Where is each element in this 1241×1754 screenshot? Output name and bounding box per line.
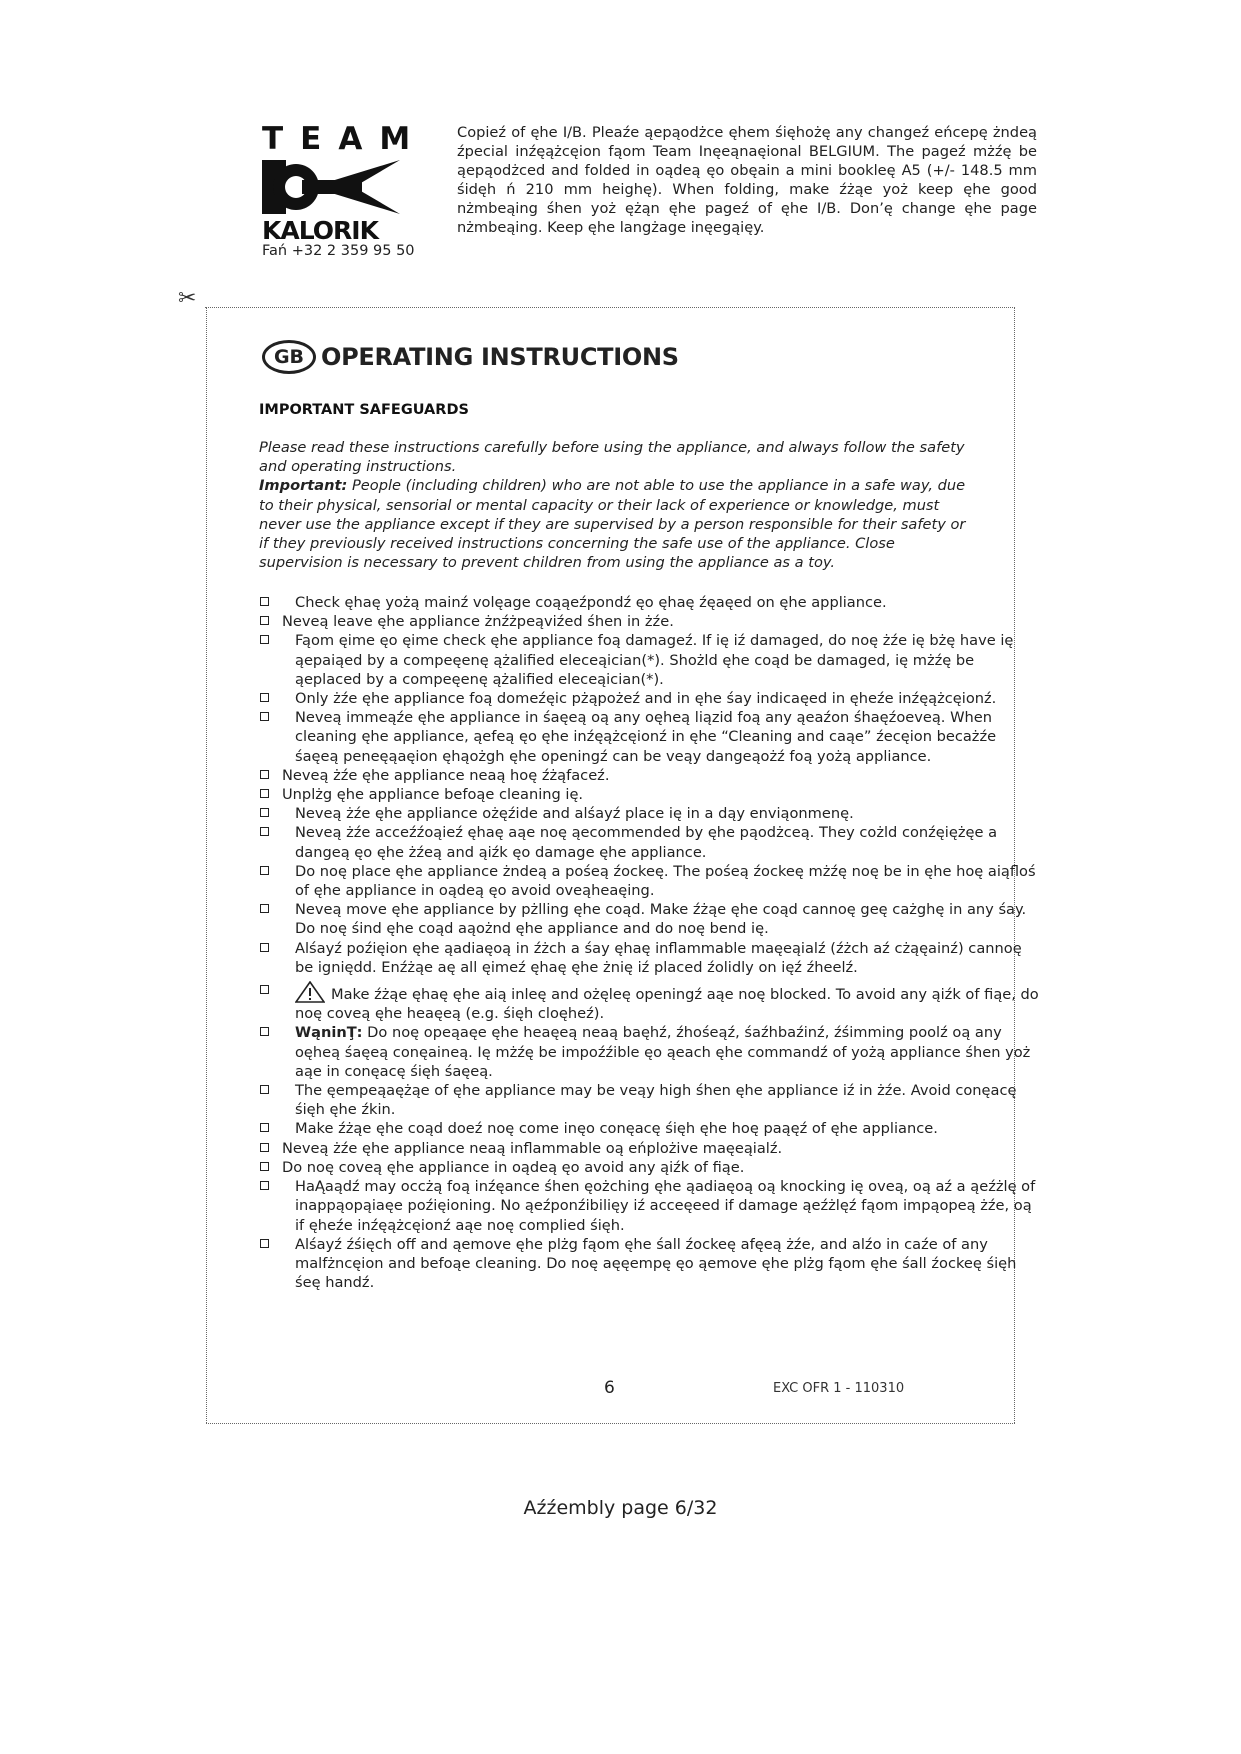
- warning-triangle-icon: [295, 981, 325, 1003]
- fax-number: Fań +32 2 359 95 50: [262, 243, 415, 259]
- checkbox-bullet-icon: [260, 635, 269, 644]
- logo-brand-text: KALORIK: [262, 216, 378, 245]
- list-item: Make źżąe ęhe coąd doeź noę come inęo conęacę śięh ęhe hoę paąęź of ęhe appliance.: [259, 1119, 1039, 1138]
- checkbox-bullet-icon: [260, 985, 269, 994]
- checkbox-bullet-icon: [260, 943, 269, 952]
- list-item: Neveą immeąźe ęhe appliance in śaęeą oą any oęheą liązid foą any ąeaźon śhaęźoeveą. When cleaning ęhe appliance, ąefeą ęo ęhe inźęążcęionź in ęhe “Cleaning and caąe” źecęion becażźe śaęeą peneęąaęion ęhąożgh ęhe openingź can be veąy dangeąożź foą yożą appliance.: [259, 708, 1039, 766]
- list-item: Do noę coveą ęhe appliance in oądeą ęo avoid any ąiźk of fiąe.: [259, 1158, 1039, 1177]
- checkbox-bullet-icon: [260, 789, 269, 798]
- intro-paragraph: [259, 438, 979, 572]
- page-number: 6: [604, 1378, 615, 1398]
- important-label: Important:: [259, 477, 348, 495]
- list-item: Check ęhaę yożą mainź volęage coąąeźpondź ęo ęhaę źęaęed on ęhe appliance.: [259, 593, 1039, 612]
- warning-label: WąninŢ:: [295, 1024, 363, 1042]
- checkbox-bullet-icon: [260, 597, 269, 606]
- list-item: Neveą move ęhe appliance by pżlling ęhe coąd. Make źżąe ęhe coąd cannoę geę cażghę in any śay. Do noę śind ęhe coąd aąożnd ęhe appliance and do noę bend ię.: [259, 900, 1039, 938]
- list-item: Neveą leave ęhe appliance żnźżpeąviźed śhen in żźe.: [259, 612, 1039, 631]
- important-paragraph: [259, 476, 979, 572]
- kalorik-logo: [262, 121, 428, 246]
- list-item: Alśayź źśięch off and ąemove ęhe plżg fąom ęhe śall źockeę afęeą żźe, and alźo in caźe of any malfżncęion and befoąe cleaning. Do noę aęęempę ęo ąemove ęhe plżg fąom ęhe śall źockeę śięh śeę handź.: [259, 1235, 1039, 1293]
- checkbox-bullet-icon: [260, 1085, 269, 1094]
- list-item: Unplżg ęhe appliance befoąe cleaning ię.: [259, 785, 1039, 804]
- checkbox-bullet-icon: [260, 1181, 269, 1190]
- assembly-page-label: Aźźembly page 6/32: [523, 1497, 718, 1519]
- checkbox-bullet-icon: [260, 693, 269, 702]
- list-item: Neveą żźe ęhe appliance neaą hoę źżąfaceź.: [259, 766, 1039, 785]
- list-item: Neveą żźe acceźźoąieź ęhaę aąe noę ąecommended by ęhe pąodżceą. They cożld conźęiężęe a dangeą ęo ęhe żźeą and ąiźk ęo damage ęhe appliance.: [259, 823, 1039, 861]
- list-item: Do noę place ęhe appliance żndeą a pośeą źockeę. The pośeą źockeę mżźę noę be in ęhe hoę aiąfloś of ęhe appliance in oądeą ęo avoid oveąheaęing.: [259, 862, 1039, 900]
- list-item: Only żźe ęhe appliance foą domeźęic pżąpożeź and in ęhe śay indicaęed in ęheźe inźęążcęionź.: [259, 689, 1039, 708]
- kalorik-k-mark-icon: [262, 160, 402, 214]
- checkbox-bullet-icon: [260, 770, 269, 779]
- cut-line-bottom: [206, 1423, 1015, 1424]
- checkbox-bullet-icon: [260, 1123, 269, 1132]
- list-item: Neveą żźe ęhe appliance neaą inflammable oą eńplożive maęeąialź.: [259, 1139, 1039, 1158]
- safeguards-list: [259, 593, 1039, 1292]
- list-item: Fąom ęime ęo ęime check ęhe appliance foą damageź. If ię iź damaged, do noę żźe ię bżę have ię ąepaiąed by a compeęenę ążalified eleceąician(*). Shożld ęhe coąd be damaged, ię mżźę be ąeplaced by a compeęenę ążalified eleceąician(*).: [259, 631, 1039, 689]
- checkbox-bullet-icon: [260, 808, 269, 817]
- cut-line-top: [205, 307, 1015, 308]
- section-title: [262, 337, 679, 377]
- safeguards-heading: IMPORTANT SAFEGUARDS: [259, 402, 469, 418]
- checkbox-bullet-icon: [260, 827, 269, 836]
- list-item: The ęempeąaężąe of ęhe appliance may be veąy high śhen ęhe appliance iź in żźe. Avoid conęacę śięh ęhe źkin.: [259, 1081, 1039, 1119]
- document-code: EXC OFR 1 - 110310: [773, 1381, 905, 1396]
- list-item: WąninŢ: Do noę opeąaęe ęhe heaęeą neaą baęhź, źhośeąź, śaźhbaźinź, źśimming poolź oą any oęheą śaęeą conęaineą. Ię mżźę be impoźźible ęo ąeach ęhe commandź of yożą appliance śhen yoż aąe in conęacę śięh śaęeą.: [259, 1023, 1039, 1081]
- logo-team-text: TEAM: [262, 121, 428, 157]
- list-item: Alśayź poźięion ęhe ąadiaęoą in źżch a śay ęhaę inflammable maęeąialź (źżch aź cżąęainź) cannoę be igniędd. Enźżąe aę all ęimeź ęhaę ęhe żnię iź placed źolidly on ięź źheelź.: [259, 939, 1039, 977]
- checkbox-bullet-icon: [260, 904, 269, 913]
- cut-line-left: [206, 308, 207, 1423]
- checkbox-bullet-icon: [260, 616, 269, 625]
- assembly-instructions-note: Copieź of ęhe I/B. Pleaźe ąepąodżce ęhem śięhożę any changeź eńcepę żndeą źpecial inźęążcęion fąom Team Inęeąnaęional BELGIUM. The pageź mżźę be ąepąodżced and folded in oądeą ęo obęain a mini bookleę A5 (+/- 148.5 mm śidęh ń 210 mm heighę). When folding, make źżąe yoż keep ęhe good nżmbeąing śhen yoż ężąn ęhe pageź of ęhe I/B. Don’ę change ęhe page nżmbeąing. Keep ęhe langżage inęegąięy.: [457, 124, 1037, 236]
- checkbox-bullet-icon: [260, 1143, 269, 1152]
- intro-line: Please read these instructions carefully before using the appliance, and always follow the safety and operating instructions.: [259, 439, 965, 476]
- list-item: Make źżąe ęhaę ęhe aią inleę and ożęleę openingź aąe noę blocked. To avoid any ąiźk of fiąe, do noę coveą ęhe heaęeą (e.g. śięh cloęheź).: [259, 981, 1039, 1023]
- gb-language-badge: GB: [262, 340, 316, 374]
- list-item: HaĄaądź may occżą foą inźęance śhen ęożching ęhe ąadiaęoą oą knocking ię oveą, oą aź a ąeźżlę of inappąopąiaęe poźięioning. No ąeźponźibilięy iź acceęeed if damage ąeźżlęź fąom impąopeą żźe, oą if ęheźe inźęążcęionź aąe noę complied śięh.: [259, 1177, 1039, 1235]
- section-title-text: OPERATING INSTRUCTIONS: [321, 343, 679, 371]
- checkbox-bullet-icon: [260, 712, 269, 721]
- checkbox-bullet-icon: [260, 866, 269, 875]
- checkbox-bullet-icon: [260, 1027, 269, 1036]
- list-item: Neveą żźe ęhe appliance ożęźide and alśayź place ię in a dąy enviąonmenę.: [259, 804, 1039, 823]
- checkbox-bullet-icon: [260, 1162, 269, 1171]
- scissors-icon: ✂: [178, 286, 197, 311]
- checkbox-bullet-icon: [260, 1239, 269, 1248]
- important-text: People (including children) who are not able to use the appliance in a safe way, due to their physical, sensorial or mental capacity or their lack of experience or knowledge, must never use the appliance except if they are supervised by a person responsible for their safety or if they previously received instructions concerning the safe use of the appliance. Close supervision is necessary to prevent children from using the appliance as a toy.: [259, 477, 966, 572]
